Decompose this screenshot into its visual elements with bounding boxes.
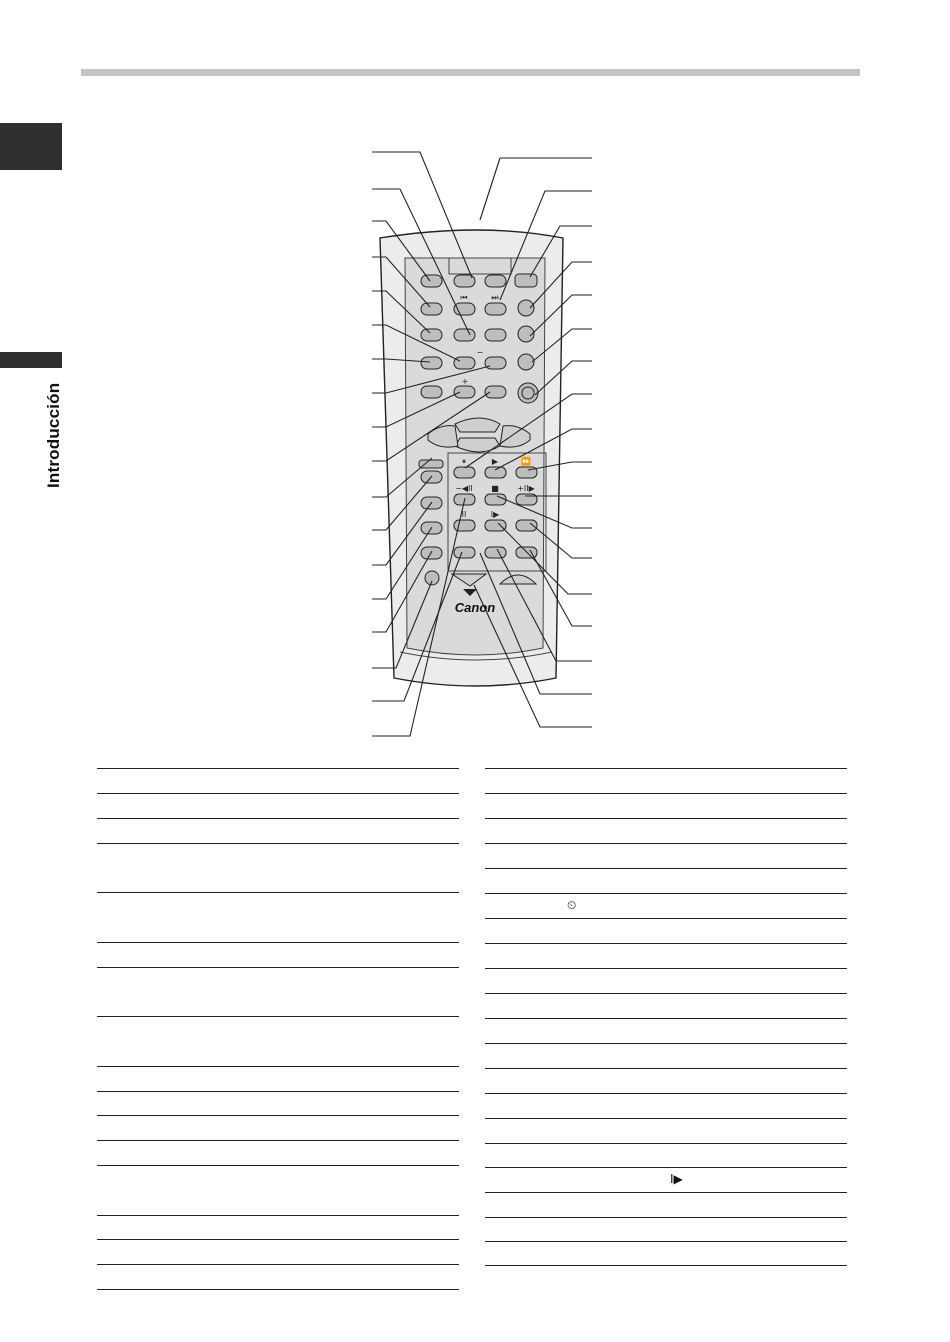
left-tall-button [419,460,443,468]
table-row [97,793,459,818]
table-row [97,1016,459,1066]
table-row [97,892,459,942]
slow-reverse-symbol: −◀II [455,484,473,493]
remote-control-figure [360,145,600,745]
table-row [97,1165,459,1215]
table-row [485,1093,847,1118]
table-row [97,843,459,892]
slow-icon: I▶ [670,1172,683,1186]
table-row [485,968,847,993]
table-row [97,942,459,967]
left-legend-table [97,768,459,1290]
chapter-tab-block [0,123,62,170]
fast-forward-symbol: ⏩ [521,457,531,466]
slow-forward-symbol: +II▶ [517,484,535,493]
table-row [97,768,459,793]
table-row [485,818,847,843]
table-row [485,1167,847,1192]
table-row [97,1066,459,1091]
section-tab-strip [0,352,62,368]
table-row [485,1217,847,1241]
table-row [485,1068,847,1093]
table-row [485,1143,847,1167]
table-row [485,1192,847,1217]
right-legend-table [485,768,847,1266]
table-row [97,1239,459,1264]
left-round-button [425,571,439,585]
pause-symbol: II [461,510,467,519]
table-row [485,868,847,893]
table-row [485,1118,847,1143]
play-symbol: ▶ [491,457,499,466]
table-row [485,768,847,793]
table-row [97,1264,459,1290]
table-row [485,993,847,1018]
table-row [97,967,459,1016]
table-row [97,1140,459,1165]
table-row [485,1043,847,1068]
table-row [485,918,847,943]
table-row [97,818,459,843]
table-row [485,843,847,868]
table-row [97,1215,459,1239]
stop-symbol: ■ [491,484,499,493]
section-label: Introducción [44,382,63,488]
table-row [97,1091,459,1115]
table-row [485,893,847,918]
header-rule [81,69,860,76]
table-row [485,1018,847,1043]
table-row [97,1115,459,1140]
minus-symbol: − [476,348,484,357]
slow-symbol: I▶ [490,510,500,519]
table-row [485,1241,847,1266]
timer-icon: ⏲ [567,898,577,912]
table-row [485,793,847,818]
skip-back-symbol: ⏮ [460,293,468,302]
table-row [485,943,847,968]
skip-forward-symbol: ⏭ [491,293,499,302]
canon-logo: Canon [454,600,496,615]
power-button [515,274,537,287]
rec-pause-symbol: ⏸ [462,457,466,466]
plus-symbol: + [461,377,469,386]
